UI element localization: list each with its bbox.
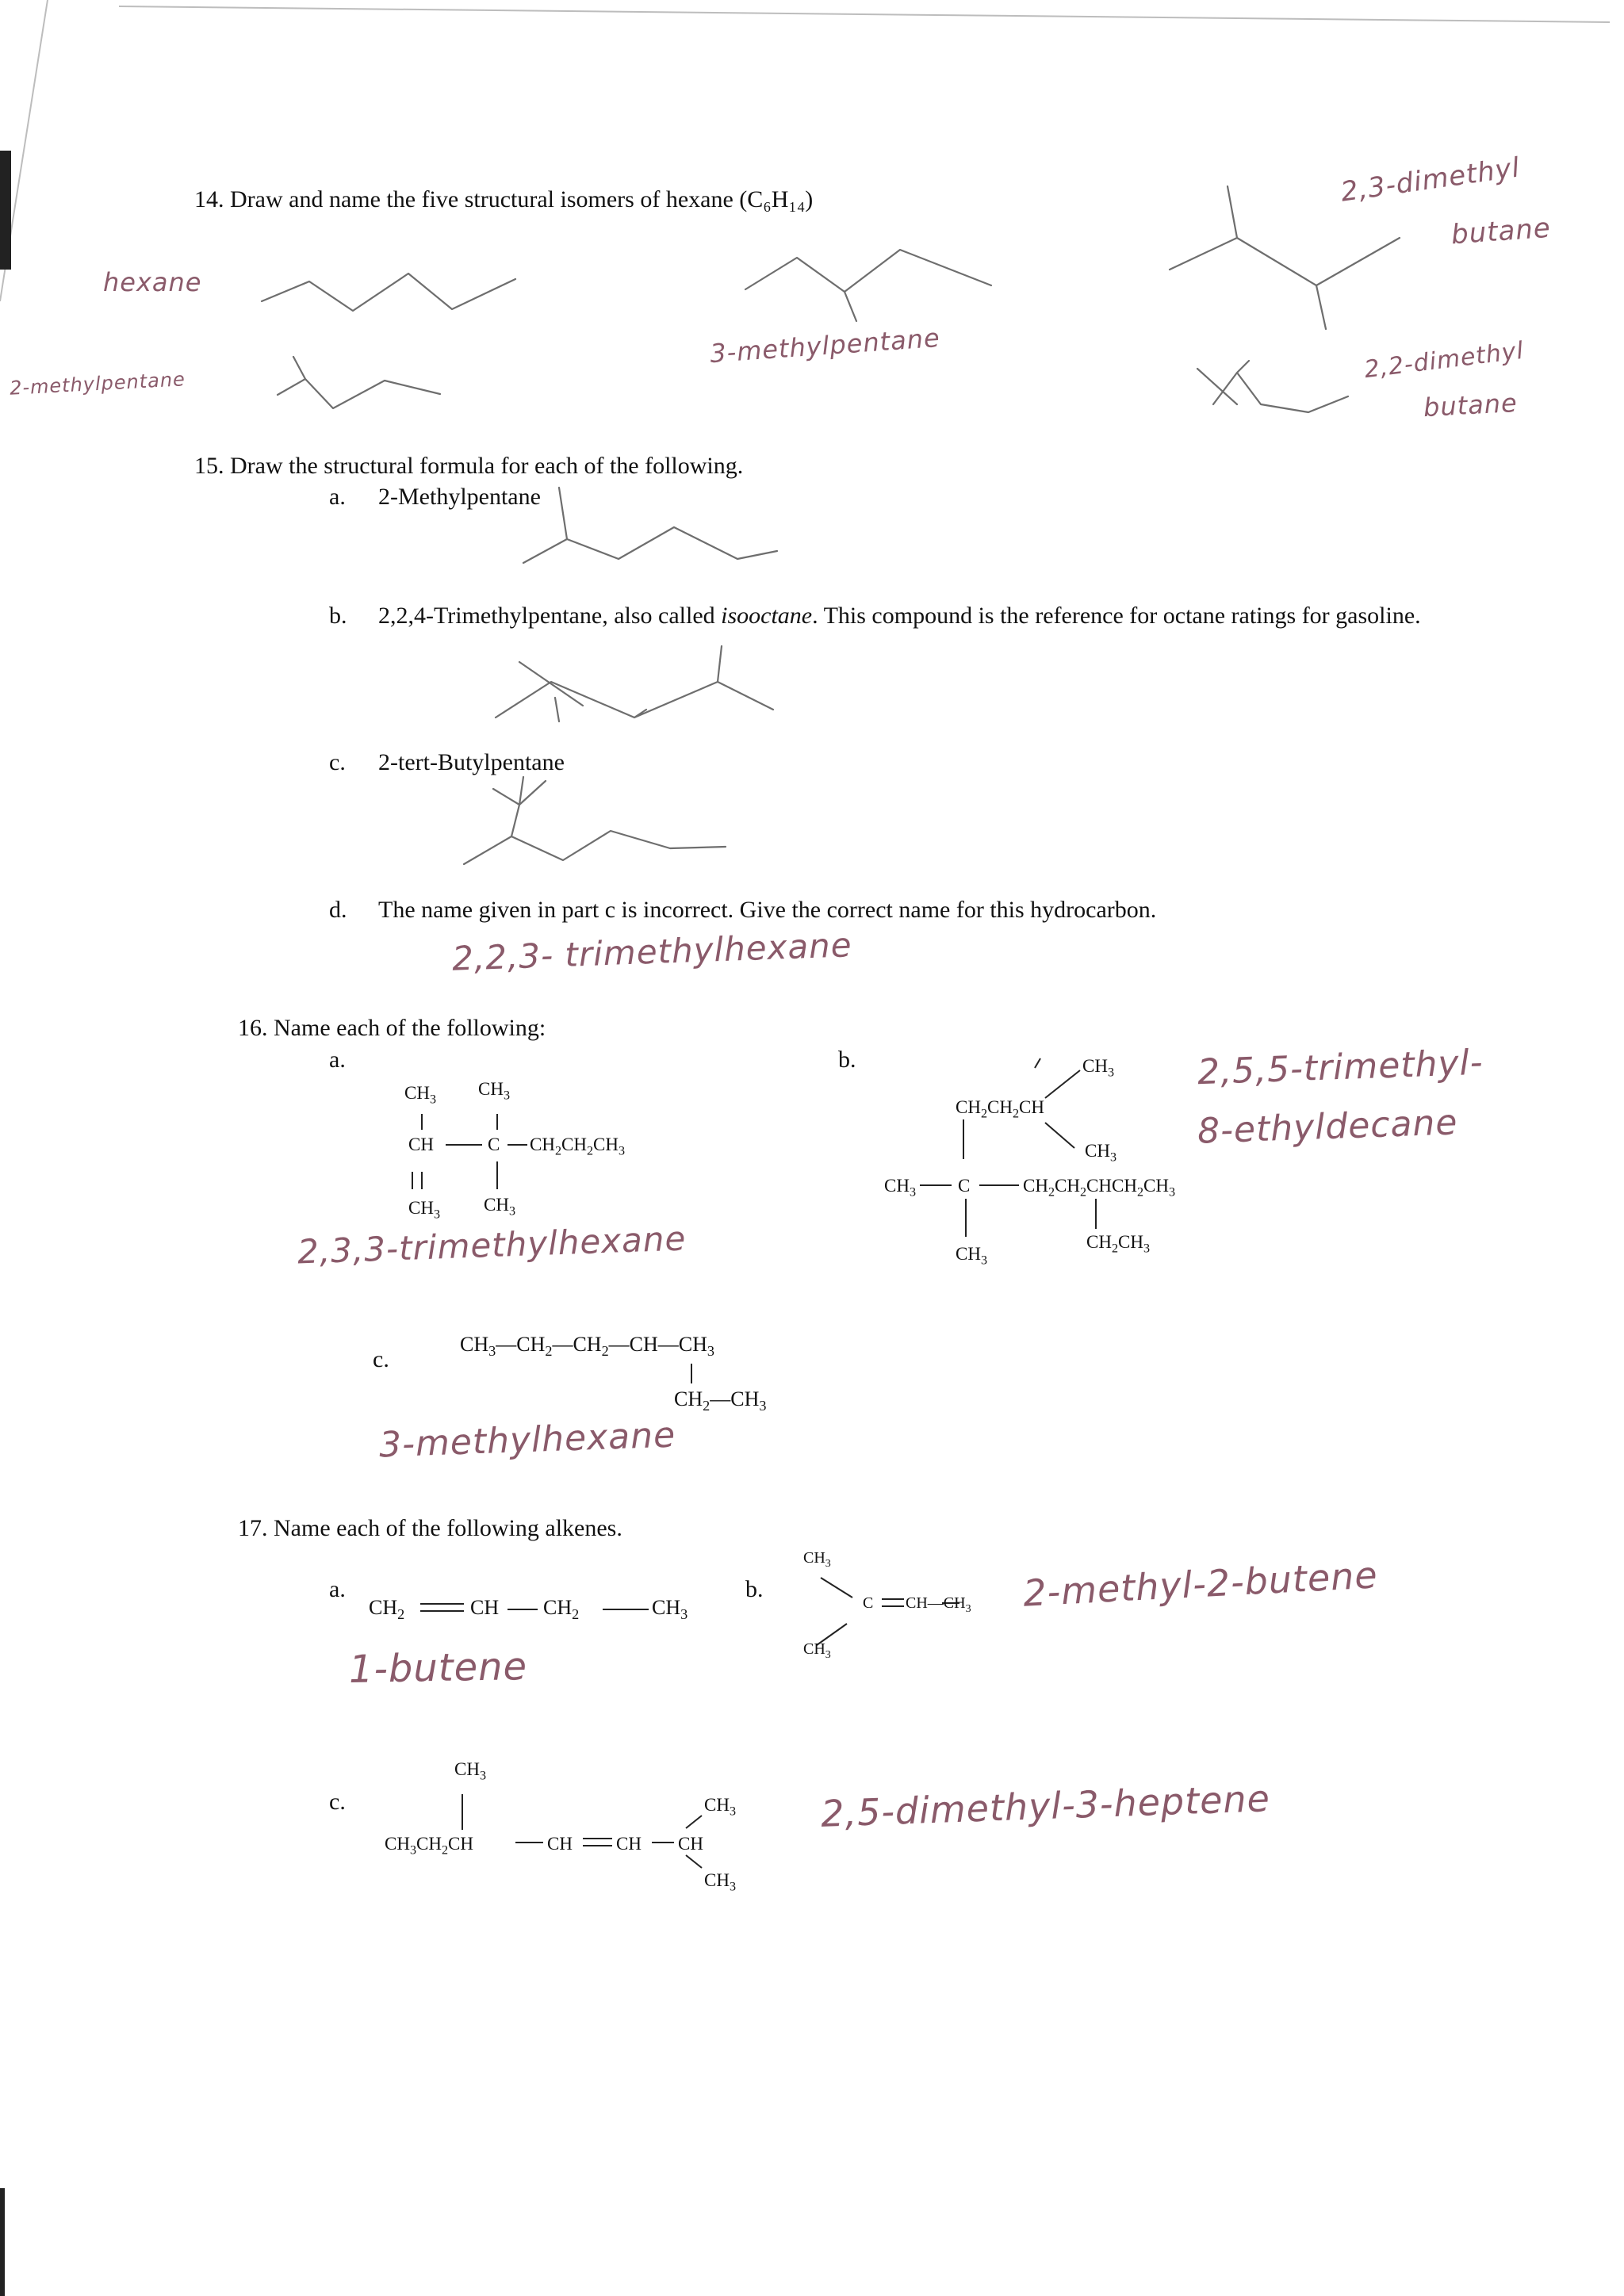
s16a-ch3-top-left: $CH_3$	[404, 1083, 437, 1107]
s17c-bonds	[462, 1794, 702, 1868]
q15c-skeleton	[464, 777, 726, 864]
q14-answer-2-methylpentane: 2-methylpentane	[9, 368, 186, 400]
s16a-ch3-bottom-left: $CH_3$	[408, 1198, 441, 1222]
q17a-answer: 1-butene	[348, 1644, 528, 1692]
s17c-right: CH	[678, 1834, 703, 1854]
s17c-ch3-right-bottom: $CH_3$	[704, 1870, 737, 1894]
s16a-ch: CH	[408, 1135, 434, 1154]
q15d-letter: d.	[329, 897, 347, 923]
s16b-c: C	[958, 1176, 971, 1196]
q15a-letter: a.	[329, 484, 346, 510]
s16c-main-chain: $CH_3—CH_2—CH_2—CH—CH_3$	[460, 1333, 714, 1360]
q15d-text: The name given in part c is incorrect. Give the correct name for this hydrocarbon.	[378, 897, 1157, 923]
s16b-branch: $CH_2CH_2CH$	[956, 1097, 1044, 1121]
q15b-text	[378, 604, 1421, 628]
q15d-answer: 2,2,3- trimethylhexane	[451, 925, 853, 978]
q16b-answer-line2: 8-ethyldecane	[1197, 1102, 1459, 1152]
s16a-c: C	[488, 1135, 500, 1154]
q15a-text: 2-Methylpentane	[378, 484, 541, 510]
q14-answer-hexane: hexane	[103, 267, 202, 297]
q15c-text: 2-tert-Butylpentane	[378, 749, 565, 775]
s16b-ch3-top: $CH_3$	[1082, 1056, 1115, 1080]
q16b-letter: b.	[838, 1047, 856, 1073]
s16a-chain: $CH_2CH_2CH_3$	[530, 1135, 626, 1158]
q17a-letter: a.	[329, 1576, 346, 1602]
s16b-chain: $CH_2CH_2CHCH_2CH_3$	[1023, 1176, 1176, 1200]
q17b-answer: 2-methyl-2-butene	[1021, 1553, 1379, 1615]
q16a-answer: 2,3,3-trimethylhexane	[297, 1219, 688, 1272]
q15-prompt: 15. Draw the structural formula for each of the following.	[194, 453, 744, 479]
s17c-ch3-right-top: $CH_3$	[704, 1795, 737, 1819]
scan-dark-edge-bottom	[0, 2188, 5, 2296]
s17a-bonds	[420, 1604, 649, 1611]
q15b-text-2: . This compound is the reference for octane ratings for gasoline.	[812, 603, 1421, 629]
s17a-ch: CH	[470, 1596, 500, 1619]
s16b-ch3-bottom: $CH_3$	[956, 1244, 988, 1268]
s16a-ch3-top-mid: $CH_3$	[478, 1079, 511, 1103]
q14-prompt: 14. Draw and name the five structural isomers of hexane (C₆H₁₄)	[194, 186, 814, 212]
s16b-bonds	[920, 1058, 1096, 1237]
q15c-letter: c.	[329, 749, 346, 775]
s17b-ch3-top: $CH_3$	[803, 1549, 831, 1570]
s16b-ch3-left: $CH_3$	[884, 1176, 917, 1200]
s17c-ch3-top: $CH_3$	[454, 1759, 487, 1783]
s16c-substituent: $CH_2—CH_3$	[674, 1387, 767, 1414]
q16b-answer-line1: 2,5,5-trimethyl-	[1197, 1042, 1484, 1093]
q16c-letter: c.	[373, 1346, 389, 1372]
2-methylpentane-skeleton	[278, 357, 440, 408]
s17b-tail: $CH—CH_3$	[906, 1594, 971, 1615]
q15a-skeleton	[523, 488, 777, 563]
q15b-text-1: 2,2,4-Trimethylpentane, also called	[378, 603, 722, 629]
q14-answer-2,3-dimethylbutane-line1: 2,3-dimethyl	[1339, 151, 1522, 209]
q14-answer-2,2-dimethylbutane-line2: butane	[1423, 387, 1519, 423]
2,2-dimethylbutane-skeleton	[1197, 361, 1348, 412]
s17c-left: $CH_3CH_2CH$	[385, 1834, 473, 1858]
q15b-text-italic: isooctane	[721, 603, 813, 629]
q14-answer-3-methylpentane: 3-methylpentane	[709, 322, 941, 369]
q17-prompt: 17. Name each of the following alkenes.	[238, 1515, 622, 1541]
q16-prompt: 16. Name each of the following:	[238, 1015, 546, 1041]
q16a-letter: a.	[329, 1047, 346, 1073]
q17c-letter: c.	[329, 1789, 346, 1815]
q14-answer-2,3-dimethylbutane-line2: butane	[1450, 212, 1553, 251]
s17b-ch3-bottom: $CH_3$	[803, 1640, 831, 1661]
s17a-ch2b: $CH_2$	[543, 1596, 580, 1623]
hexane-skeleton	[262, 274, 515, 311]
s16a-ch3-bottom-mid: $CH_3$	[484, 1195, 516, 1219]
q17c-answer: 2,5-dimethyl-3-heptene	[820, 1777, 1271, 1835]
s17c-mid: CH	[547, 1834, 573, 1854]
scan-edge-top	[119, 6, 1610, 22]
scan-dark-edge-top	[0, 151, 11, 270]
s16b-ethyl: $CH_2CH_3$	[1086, 1232, 1151, 1256]
s17a-ch2: $CH_2$	[369, 1596, 405, 1623]
s16b-ch3-mid: $CH_3$	[1085, 1141, 1117, 1165]
q15b-skeleton	[496, 646, 773, 721]
3-methylpentane-skeleton	[745, 250, 991, 321]
2,3-dimethylbutane-skeleton	[1170, 186, 1400, 329]
q17b-letter: b.	[745, 1576, 764, 1602]
q15b-letter: b.	[329, 603, 347, 629]
s17a-ch3: $CH_3$	[652, 1596, 688, 1623]
q14-answer-2,2-dimethylbutane-line1: 2,2-dimethyl	[1362, 336, 1526, 385]
s17b-c: C	[863, 1594, 874, 1612]
q16c-answer: 3-methylhexane	[378, 1414, 676, 1466]
s17c-mid2: CH	[616, 1834, 642, 1854]
